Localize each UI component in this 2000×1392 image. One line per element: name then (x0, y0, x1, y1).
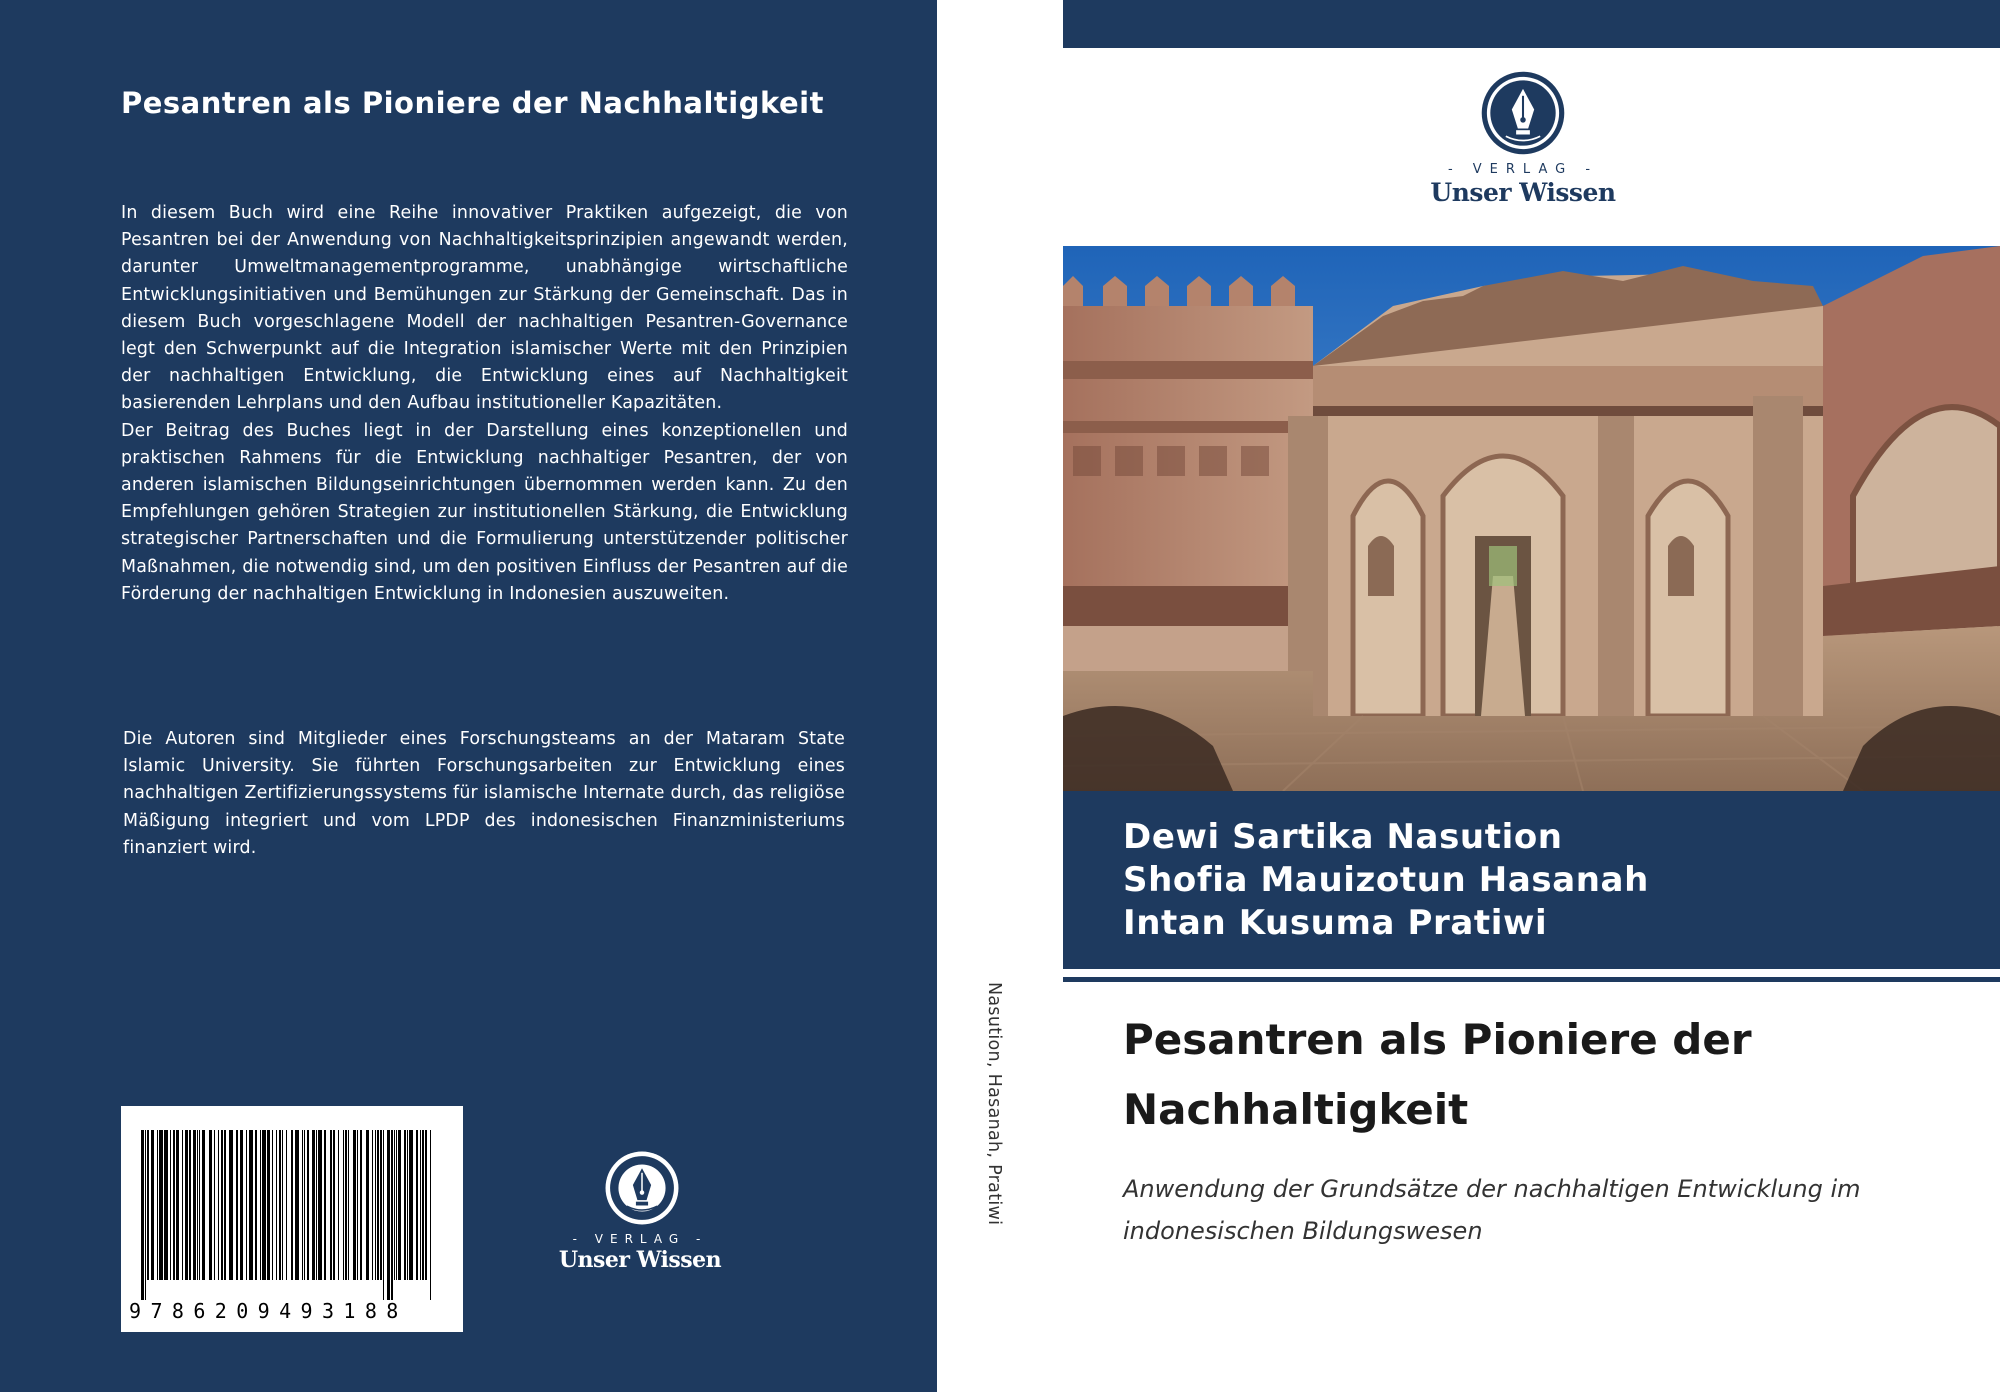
spine-authors: Nasution, Hasanah, Pratiwi (984, 982, 1004, 1226)
barcode-bar (404, 1130, 406, 1280)
front-cover-subtitle: Anwendung der Grundsätze der nachhaltigen Entwicklung im indonesischen Bildungswesen (1123, 1175, 1861, 1245)
barcode-bar (416, 1130, 418, 1280)
barcode-bar (338, 1130, 339, 1280)
barcode-bar (377, 1130, 379, 1280)
front-cover-title: Pesantren als Pioniere der Nachhaltigkeit (1123, 1015, 1752, 1134)
barcode-bar (302, 1130, 303, 1280)
barcode-bar (387, 1130, 390, 1300)
barcode-bar (221, 1130, 223, 1280)
barcode-bar (145, 1130, 146, 1300)
back-cover (0, 0, 937, 1392)
barcode-bar (182, 1130, 183, 1280)
barcode-bar (330, 1130, 332, 1280)
author-name: Shofia Mauizotun Hasanah (1123, 860, 1649, 900)
barcode-bar (159, 1130, 163, 1280)
barcode-bar (333, 1130, 335, 1280)
barcode-bar (267, 1130, 270, 1280)
barcode-bar (164, 1130, 168, 1280)
isbn-barcode (121, 1106, 463, 1332)
barcode-bar (249, 1130, 253, 1280)
barcode-bars (139, 1130, 439, 1300)
verlag-label: - VERLAG - (1447, 162, 1599, 177)
barcode-bar (353, 1130, 356, 1280)
barcode-bar (173, 1130, 175, 1280)
barcode-bar (272, 1130, 273, 1280)
barcode-bar (151, 1130, 154, 1280)
barcode-bar (380, 1130, 382, 1280)
barcode-bar (197, 1130, 198, 1280)
barcode-bar (430, 1130, 431, 1300)
barcode-bar (193, 1130, 196, 1280)
back-cover-blurb (121, 200, 848, 608)
publisher-name: Unser Wissen (1430, 178, 1616, 207)
barcode-bar (279, 1130, 281, 1280)
top-color-bar (1063, 0, 2000, 48)
barcode-bar (312, 1130, 315, 1280)
barcode-bar (189, 1130, 191, 1280)
barcode-bar (394, 1130, 395, 1280)
divider-line (1063, 977, 2000, 982)
barcode-bar (407, 1130, 408, 1280)
barcode-bar (229, 1130, 233, 1280)
barcode-bar (391, 1130, 393, 1300)
barcode-bar (176, 1130, 179, 1280)
barcode-bar (202, 1130, 205, 1280)
barcode-bar (345, 1130, 347, 1280)
barcode-bar (286, 1130, 287, 1280)
barcode-bar (282, 1130, 283, 1280)
barcode-bar (420, 1130, 421, 1280)
barcode-bar (255, 1130, 257, 1280)
barcode-bar (360, 1130, 362, 1280)
barcode-bar (307, 1130, 309, 1280)
barcode-bar (224, 1130, 226, 1280)
barcode-bar (304, 1130, 305, 1280)
barcode-bar (396, 1130, 397, 1280)
cover-photo-mosque-ruins (1063, 246, 2000, 791)
barcode-bar (147, 1130, 149, 1280)
publisher-logo-front (1423, 70, 1623, 210)
blurb-paragraph: Der Beitrag des Buches liegt in der Darstellung eines konzeptionellen und praktischen Rahmens für die Entwicklung nachhaltiger Pesantren, der von anderen islamischen Bildungseinrichtungen übernommen werden kann. Zu den Empfehlungen gehören Strategien zur institutionellen Stärkung, die Entwicklung strategischer Partnerschaften und die Formulierung unterstützender politischer Maßnahmen, die notwendig sind, um den positiven Einfluss der Pesantren auf die Förderung der nachhaltigen Entwicklung in Indonesien auszuweiten. (121, 420, 848, 604)
fountain-pen-seal-icon (604, 1150, 680, 1226)
barcode-bar (262, 1130, 266, 1280)
barcode-bar (409, 1130, 413, 1280)
barcode-bar (316, 1130, 317, 1280)
front-cover (1063, 0, 2000, 1392)
authors-band (1063, 791, 2000, 969)
verlag-label: - VERLAG - (572, 1232, 708, 1246)
barcode-bar (218, 1130, 219, 1280)
barcode-bar (425, 1130, 427, 1280)
back-cover-title: Pesantren als Pioniere der Nachhaltigkeit (121, 86, 824, 120)
barcode-bar (348, 1130, 349, 1280)
publisher-logo-back (550, 1150, 730, 1280)
barcode-bar (214, 1130, 215, 1280)
barcode-bar (276, 1130, 277, 1280)
barcode-bar (141, 1130, 144, 1300)
barcode-bar (398, 1130, 401, 1280)
barcode-bar (199, 1130, 200, 1280)
barcode-bar (375, 1130, 376, 1280)
barcode-bar (318, 1130, 322, 1280)
barcode-bar (383, 1130, 384, 1300)
author-name: Intan Kusuma Pratiwi (1123, 903, 1548, 943)
publisher-name: Unser Wissen (558, 1247, 722, 1273)
barcode-bar (260, 1130, 261, 1280)
barcode-bar (246, 1130, 247, 1280)
barcode-bar (366, 1130, 369, 1280)
barcode-bar (357, 1130, 358, 1280)
barcode-bar (343, 1130, 344, 1280)
barcode-bar (185, 1130, 188, 1280)
barcode-bar (372, 1130, 373, 1280)
barcode-bar (291, 1130, 293, 1280)
barcode-bar (170, 1130, 171, 1280)
authors-note: Die Autoren sind Mitglieder eines Forschungsteams an der Mataram State Islamic University. Sie führten Forschungsarbeiten zur Entwicklung eines nachhaltigen Zertifizierungssystems für islamische Internate durch, das religiöse Mäßigung integriert und vom LPDP des indonesischen Finanzministeriums finanziert wird. (123, 729, 845, 858)
blurb-paragraph: In diesem Buch wird eine Reihe innovativer Praktiken aufgezeigt, die von Pesantren bei der Anwendung von Nachhaltigkeitsprinzipien angewandt werden, darunter Umweltmanagementprogramme, unabhängige wirtschaftliche Entwicklungsinitiativen und Bemühungen zur Stärkung der Gemeinschaft. Das in diesem Buch vorgeschlagene Modell der nachhaltigen Pesantren-Governance legt den Schwerpunkt auf die Integration islamischer Werte mit den Prinzipien der nachhaltigen Entwicklung, die Entwicklung eines auf Nachhaltigkeit basierenden Lehrplans und den Aufbau institutioneller Kapazitäten. (121, 203, 848, 414)
barcode-bar (236, 1130, 238, 1280)
barcode-bar (422, 1130, 424, 1280)
author-name: Dewi Sartika Nasution (1123, 817, 1563, 857)
barcode-bar (295, 1130, 299, 1280)
barcode-bar (240, 1130, 243, 1280)
barcode-bar (324, 1130, 326, 1280)
barcode-digits: 9786209493188 (129, 1299, 408, 1323)
fountain-pen-seal-icon (1480, 70, 1566, 156)
barcode-bar (157, 1130, 158, 1280)
barcode-bar (209, 1130, 212, 1280)
